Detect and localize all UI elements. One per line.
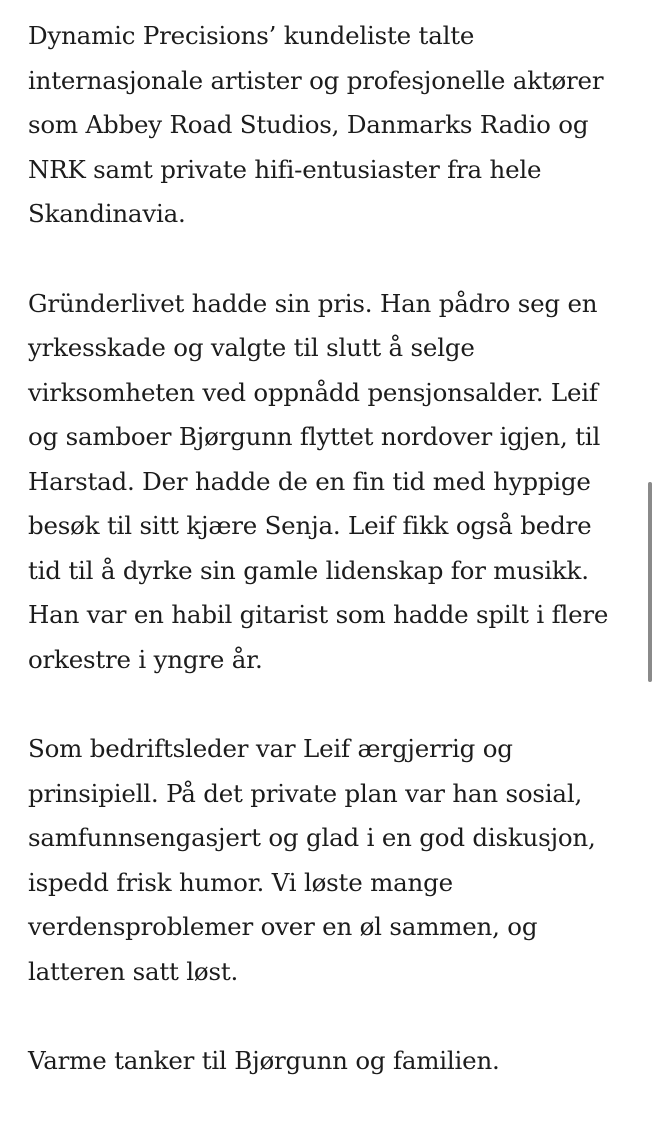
scrollbar-thumb[interactable] xyxy=(648,482,652,682)
text-line: prinsipiell. På det private plan var han sosial, xyxy=(28,778,583,808)
text-line: Dynamic Precisions’ kundeliste talte xyxy=(28,21,475,50)
text-line: Gründerlivet hadde sin pris. Han pådro seg en xyxy=(28,288,598,318)
article-body xyxy=(28,14,628,1129)
article-paragraph xyxy=(28,14,628,237)
text-line: besøk til sitt kjære Senja. Leif fikk også bedre xyxy=(28,511,592,540)
text-line: og samboer Bjørgunn flyttet nordover igjen, til xyxy=(28,422,601,451)
text-line: som Abbey Road Studios, Danmarks Radio og xyxy=(28,110,589,139)
text-line: NRK samt private hifi-entusiaster fra hele xyxy=(28,154,542,184)
text-line: Harstad. Der hadde de en fin tid med hyppige xyxy=(28,466,591,496)
text-line: Skandinavia. xyxy=(28,199,186,228)
article-paragraph xyxy=(28,727,628,994)
text-line: orkestre i yngre år. xyxy=(28,644,263,674)
text-line: internasjonale artister og profesjonelle aktører xyxy=(28,65,604,95)
text-line: verdensproblemer over en øl sammen, og xyxy=(28,912,538,941)
text-line: Varme tanker til Bjørgunn og familien. xyxy=(28,1046,500,1075)
text-line: yrkesskade og valgte til slutt å selge xyxy=(28,333,475,362)
text-line: latteren satt løst. xyxy=(28,956,239,986)
article-paragraph xyxy=(28,1039,628,1084)
text-line: Som bedriftsleder var Leif ærgjerrig og xyxy=(28,734,513,763)
text-line: tid til å dyrke sin gamle lidenskap for musikk. xyxy=(28,555,589,585)
article-paragraph xyxy=(28,282,628,683)
text-line: Han var en habil gitarist som hadde spilt i flere xyxy=(28,600,609,629)
text-line: virksomheten ved oppnådd pensjonsalder. Leif xyxy=(28,377,598,407)
text-line: ispedd frisk humor. Vi løste mange xyxy=(28,867,453,897)
text-line: samfunnsengasjert og glad i en god diskusjon, xyxy=(28,823,596,852)
